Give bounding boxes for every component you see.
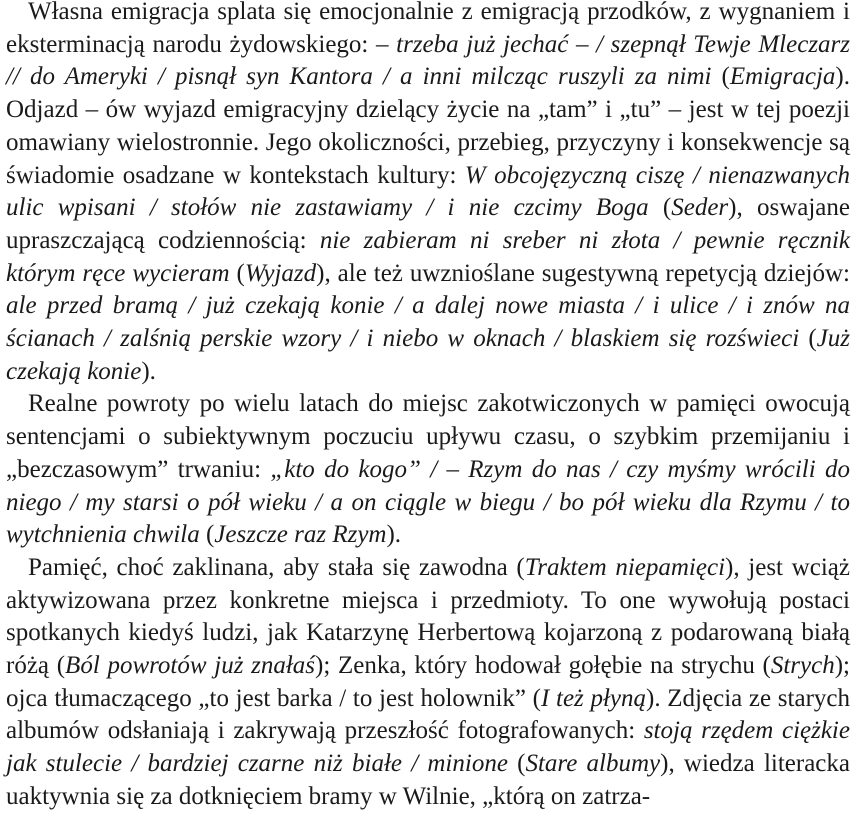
quoted-text-italic: Jeszcze raz Rzym — [214, 521, 387, 549]
body-text: ( — [799, 325, 817, 353]
paragraph-emigration — [6, 0, 850, 388]
body-text: ), oswajane upraszczającą codziennością: — [6, 194, 850, 254]
body-text: ), ale też uwznioślane sugestywną repetycją dziejów: — [316, 259, 850, 287]
body-text: ), jest wciąż aktywizowana przez konkretne miejsca i przedmioty. To one wywołują postaci spotkanych kiedyś ludzi, jak Katarzynę Herbertową kojarzoną z podarowaną białą różą ( — [6, 553, 850, 680]
body-text: ). — [386, 521, 402, 549]
body-text: ). Odjazd – ów wyjazd emigracyjny dzielący życie na „tam” i „tu” – jest w tej poezji omawiany wielostronnie. Jego okoliczności, przebieg, przyczyny i konsekwencje są świadomie osadzane w kontekstach kultury: — [6, 63, 850, 189]
quoted-text-italic: stoją rzędem ciężkie jak stulecie / bardziej czarne niż białe / minione — [6, 717, 850, 778]
body-text: ( — [648, 194, 672, 222]
body-text: ( — [711, 63, 730, 91]
quoted-text-italic: I też płyną — [541, 684, 647, 712]
paragraph-returns — [6, 388, 850, 552]
quoted-text-italic: Ból powrotów już znałaś — [65, 652, 316, 680]
body-text: Własna emigracja splata się emocjonalnie z emigracją przodków, z wygnaniem i eksterminacją narodu żydowskiego: — [6, 0, 850, 58]
quoted-text-italic: nie zabieram ni sreber ni złota / pewnie ręcznik którym ręce wycieram — [6, 226, 850, 287]
quoted-text-italic: – trzeba już jechać – / szepnął Tewje Mleczarz // do Ameryki / pisnął syn Kantora / a inni milcząc ruszyli za nimi — [6, 30, 850, 91]
body-text: ). — [141, 357, 156, 385]
quoted-text-italic: Traktem niepamięci — [524, 553, 726, 581]
quoted-text-italic: „kto do kogo” / – Rzym do nas / czy myśmy wrócili do niego / my starsi o pół wieku / a on ciągle w biegu / bo pół wieku dla Rzymu / to wytchnienia chwila — [6, 455, 850, 549]
quoted-text-italic: Stare albumy — [525, 750, 661, 778]
paragraph-memory — [6, 552, 850, 814]
body-text: ). Zdjęcia ze starych albumów odsłaniają i zakrywają przeszłość fotografowanych: — [6, 684, 850, 745]
body-text: ); Zenka, który hodował gołębie na strychu ( — [315, 652, 771, 680]
body-text: ); ojca tłumaczącego „to jest barka / to jest holownik” ( — [6, 652, 851, 712]
quoted-text-italic: Wyjazd — [244, 259, 317, 287]
quoted-text-italic: Seder — [671, 194, 729, 222]
body-text: ( — [199, 521, 215, 549]
quoted-text-italic: W obcojęzyczną ciszę / nienazwanych ulic wpisani / stołów nie zastawiamy / i nie czcimy Boga — [6, 161, 850, 222]
body-text: Pamięć, choć zaklinana, aby stała się zawodna ( — [28, 553, 525, 581]
quoted-text-italic: Strych — [770, 652, 835, 680]
body-text: ( — [507, 750, 526, 778]
body-text: ( — [229, 259, 245, 287]
body-text: ), wiedza literacka uaktywnia się za dotknięciem bramy w Wilnie, „którą on zatrza- — [6, 750, 850, 810]
quoted-text-italic: Już czekają konie — [6, 325, 850, 385]
quoted-text-italic: Emigracja — [729, 63, 836, 91]
quoted-text-italic: ale przed bramą / już czekają konie / a dalej nowe miasta / i ulice / i znów na ścianach / zalśnią perskie wzory / i niebo w oknach / blaskiem się rozświeci — [6, 292, 850, 353]
body-text: Realne powroty po wielu latach do miejsc zakotwiczonych w pamięci owocują sentencjami o subiektywnym poczuciu upływu czasu, o szybkim przemijaniu i „bezczasowym” trwaniu: — [6, 390, 850, 483]
